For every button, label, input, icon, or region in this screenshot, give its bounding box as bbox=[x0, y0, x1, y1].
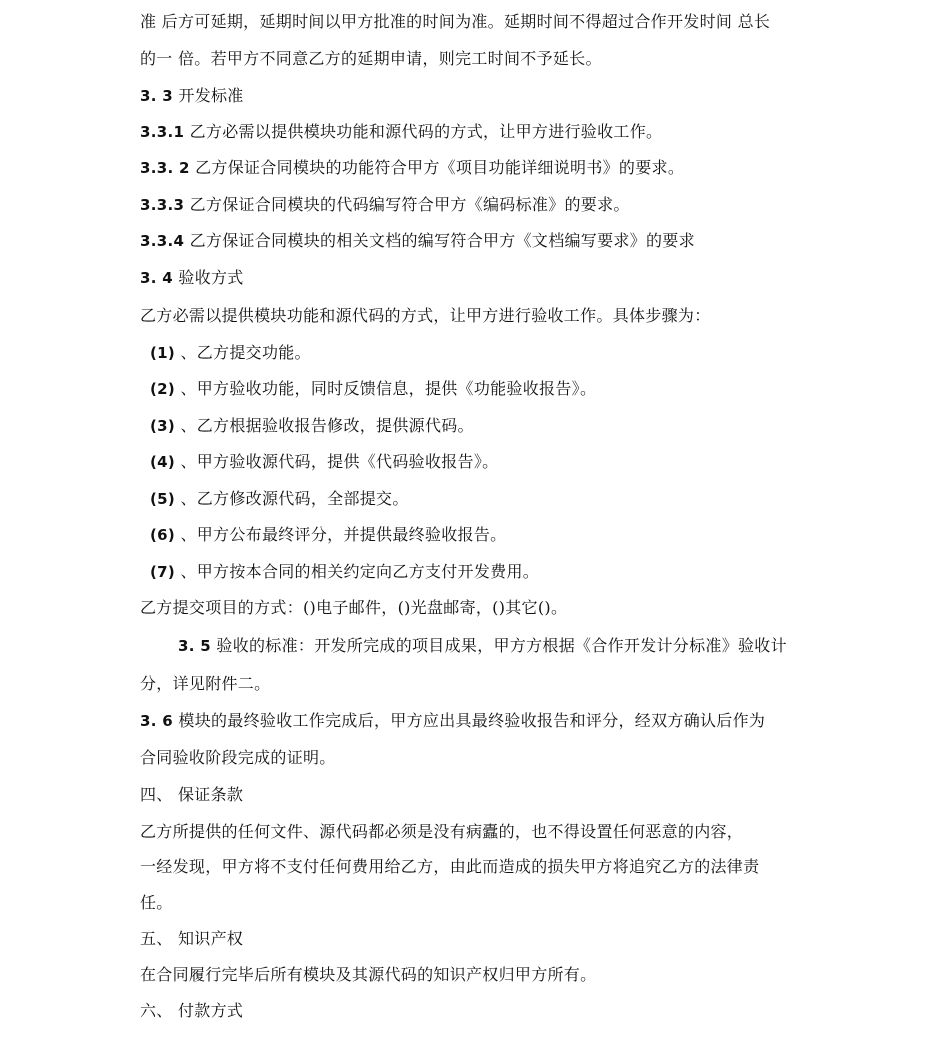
text-line bbox=[140, 893, 173, 913]
text-line bbox=[140, 598, 567, 618]
list-item bbox=[150, 525, 506, 545]
section-heading bbox=[140, 86, 244, 106]
line-text: 合同验收阶段完成的证明。 bbox=[140, 748, 336, 767]
line-text: 一经发现，甲方将不支付任何费用给乙方，由此而造成的损失甲方将追究乙方的法律责 bbox=[140, 857, 760, 876]
line-text: 乙方必需以提供模块功能和源代码的方式，让甲方进行验收工作。 bbox=[189, 122, 663, 141]
list-number: (2) bbox=[150, 380, 176, 398]
clause-number: 3.3. 2 bbox=[140, 159, 190, 177]
section-number: 3. 3 bbox=[140, 87, 173, 105]
line-text: 六、 付款方式 bbox=[140, 1001, 244, 1020]
list-item bbox=[150, 489, 409, 509]
text-line bbox=[140, 822, 743, 842]
line-text: 开发标准 bbox=[178, 86, 244, 105]
line-text: 乙方提交项目的方式：()电子邮件，()光盘邮寄，()其它()。 bbox=[140, 598, 568, 617]
list-item bbox=[150, 452, 498, 472]
text-line bbox=[140, 49, 602, 69]
clause-line bbox=[140, 158, 684, 178]
clause-number: 3. 6 bbox=[140, 712, 173, 730]
list-number: (5) bbox=[150, 490, 176, 508]
clause-line bbox=[140, 122, 662, 142]
line-text: 验收方式 bbox=[178, 268, 244, 287]
text-line bbox=[140, 965, 596, 985]
line-text: 、甲方按本合同的相关约定向乙方支付开发费用。 bbox=[180, 562, 540, 581]
text-line bbox=[140, 306, 711, 326]
list-number: (6) bbox=[150, 526, 176, 544]
clause-number: 3. 5 bbox=[178, 637, 211, 655]
line-text: 、乙方修改源代码，全部提交。 bbox=[180, 489, 409, 508]
line-text: 乙方所提供的任何文件、源代码都必须是没有病蠹的，也不得设置任何恶意的内容， bbox=[140, 822, 744, 841]
line-text: 乙方保证合同模块的相关文档的编写符合甲方《文档编写要求》的要求 bbox=[189, 231, 695, 250]
text-line bbox=[140, 674, 270, 694]
section-heading bbox=[140, 929, 243, 949]
list-number: (4) bbox=[150, 453, 176, 471]
line-text: 任。 bbox=[140, 893, 173, 912]
line-text: 的一 倍。若甲方不同意乙方的延期申请，则完工时间不予延长。 bbox=[140, 49, 602, 68]
line-text: 在合同履行完毕后所有模块及其源代码的知识产权归甲方所有。 bbox=[140, 965, 597, 984]
line-text: 乙方保证合同模块的功能符合甲方《项目功能详细说明书》的要求。 bbox=[195, 158, 685, 177]
clause-line bbox=[178, 636, 787, 656]
clause-line bbox=[140, 231, 695, 251]
text-line bbox=[140, 12, 770, 32]
line-text: 模块的最终验收工作完成后，甲方应出具最终验收报告和评分，经双方确认后作为 bbox=[178, 711, 766, 730]
clause-number: 3.3.1 bbox=[140, 123, 185, 141]
line-text: 分，详见附件二。 bbox=[140, 674, 271, 693]
section-number: 3. 4 bbox=[140, 269, 173, 287]
line-text: 五、 知识产权 bbox=[140, 929, 244, 948]
list-item bbox=[150, 416, 474, 436]
line-text: 、乙方提交功能。 bbox=[180, 343, 311, 362]
list-item bbox=[150, 562, 539, 582]
list-number: (7) bbox=[150, 563, 176, 581]
list-item bbox=[150, 379, 596, 399]
section-heading bbox=[140, 1001, 243, 1021]
line-text: 准 后方可延期，延期时间以甲方批准的时间为准。延期时间不得超过合作开发时间 总长 bbox=[140, 12, 771, 31]
text-line bbox=[140, 857, 759, 877]
text-line bbox=[140, 748, 336, 768]
line-text: 乙方保证合同模块的代码编写符合甲方《编码标准》的要求。 bbox=[189, 195, 630, 214]
line-text: 、甲方验收功能，同时反馈信息，提供《功能验收报告》。 bbox=[180, 379, 597, 398]
list-number: (1) bbox=[150, 344, 176, 362]
line-text: 验收的标准：开发所完成的项目成果，甲方方根据《合作开发计分标准》验收计 bbox=[216, 636, 787, 655]
line-text: 、甲方验收源代码，提供《代码验收报告》。 bbox=[180, 452, 499, 471]
clause-line bbox=[140, 711, 765, 731]
section-heading bbox=[140, 785, 243, 805]
line-text: 、乙方根据验收报告修改，提供源代码。 bbox=[180, 416, 474, 435]
clause-number: 3.3.4 bbox=[140, 232, 185, 250]
line-text: 、甲方公布最终评分，并提供最终验收报告。 bbox=[180, 525, 507, 544]
clause-number: 3.3.3 bbox=[140, 196, 185, 214]
list-item bbox=[150, 343, 311, 363]
section-heading bbox=[140, 268, 244, 288]
clause-line bbox=[140, 195, 630, 215]
list-number: (3) bbox=[150, 417, 176, 435]
line-text: 四、 保证条款 bbox=[140, 785, 244, 804]
line-text: 乙方必需以提供模块功能和源代码的方式，让甲方进行验收工作。具体步骤为： bbox=[140, 306, 711, 325]
